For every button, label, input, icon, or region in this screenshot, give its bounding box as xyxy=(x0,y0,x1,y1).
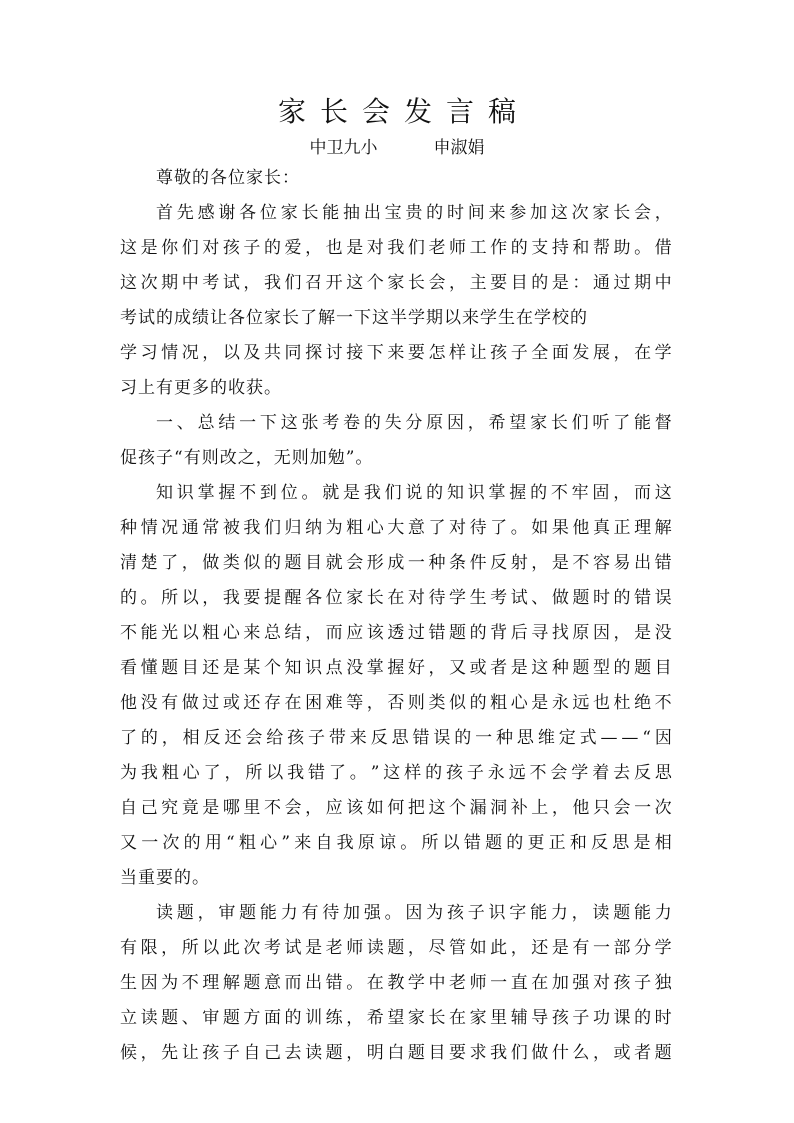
body-line: 立 读 题 、 审 题 方 面 的 训 练 ， 希 望 家 长 在 家 里 辅 导 孩 子 功 课 的 时 xyxy=(120,1008,672,1028)
body-line: 知 识 掌 握 不 到 位 。 就 是 我 们 说 的 知 识 掌 握 的 不 牢 固 ， 而 这 xyxy=(156,483,672,503)
body-line: 首 先 感 谢 各 位 家 长 能 抽 出 宝 贵 的 时 间 来 参 加 这 次 家 长 会 ， xyxy=(156,203,672,223)
body-line: 一 、 总 结 一 下 这 张 考 卷 的 失 分 原 因 ， 希 望 家 长 们 听 了 能 督 xyxy=(156,413,672,433)
body-line: 了 的 ， 相 反 还 会 给 孩 子 带 来 反 思 错 误 的 一 种 思 维 定 式 — — “ 因 xyxy=(120,728,672,748)
body-line: 学 习 情 况 ， 以 及 共 同 探 讨 接 下 来 要 怎 样 让 孩 子 全 面 发 展 ， 在 学 xyxy=(120,343,672,363)
body-line: 不 能 光 以 粗 心 来 总 结 ， 而 应 该 透 过 错 题 的 背 后 寻 找 原 因 ， 是 没 xyxy=(120,623,672,643)
body-line: 为 我 粗 心 了 ， 所 以 我 错 了 。 ” 这 样 的 孩 子 永 远 不 会 学 着 去 反 思 xyxy=(120,763,672,783)
body-line: 自 己 究 竟 是 哪 里 不 会 ， 应 该 如 何 把 这 个 漏 洞 补 上 ， 他 只 会 一 次 xyxy=(120,798,672,818)
document-body xyxy=(120,161,672,1071)
body-line: 生 因 为 不 理 解 题 意 而 出 错 。 在 教 学 中 老 师 一 直 在 加 强 对 孩 子 独 xyxy=(120,973,672,993)
body-line: 的 。 所 以 ， 我 要 提 醒 各 位 家 长 在 对 待 学 生 考 试 、 做 题 时 的 错 误 xyxy=(120,588,672,608)
byline xyxy=(0,134,794,162)
body-line: 有 限 ， 所 以 此 次 考 试 是 老 师 读 题 ， 尽 管 如 此 ， 还 是 有 一 部 分 学 xyxy=(120,938,672,958)
body-line: 读 题 ， 审 题 能 力 有 待 加 强 。 因 为 孩 子 识 字 能 力 ， 读 题 能 力 xyxy=(156,903,672,923)
body-line: 促孩子“有则改之，无则加勉”。 xyxy=(120,448,374,468)
body-line: 种 情 况 通 常 被 我 们 归 纳 为 粗 心 大 意 了 对 待 了 。 如 果 他 真 正 理 解 xyxy=(120,518,672,538)
body-line: 尊敬的各位家长： xyxy=(156,168,300,188)
body-line: 这 是 你 们 对 孩 子 的 爱 ， 也 是 对 我 们 老 师 工 作 的 支 持 和 帮 助 。 借 xyxy=(120,238,672,258)
body-line: 考试的成绩让各位家长了解一下这半学期以来学生在学校的 xyxy=(120,308,588,328)
body-line: 又 一 次 的 用 “ 粗 心 ” 来 自 我 原 谅 。 所 以 错 题 的 更 正 和 反 思 是 相 xyxy=(120,833,672,853)
body-line: 他 没 有 做 过 或 还 存 在 困 难 等 ， 否 则 类 似 的 粗 心 是 永 远 也 杜 绝 不 xyxy=(120,693,672,713)
body-line: 当重要的。 xyxy=(120,868,210,888)
body-line: 清 楚 了 ， 做 类 似 的 题 目 就 会 形 成 一 种 条 件 反 射 ， 是 不 容 易 出 错 xyxy=(120,553,672,573)
body-line: 候 ， 先 让 孩 子 自 己 去 读 题 ， 明 白 题 目 要 求 我 们 做 什 么 ， 或 者 题 xyxy=(120,1043,672,1063)
document-title: 家长会发言稿 xyxy=(277,95,530,128)
author-name: 申淑娟 xyxy=(433,138,485,158)
body-line: 看 懂 题 目 还 是 某 个 知 识 点 没 掌 握 好 ， 又 或 者 是 这 种 题 型 的 题 目 xyxy=(120,658,672,678)
body-line: 习上有更多的收获。 xyxy=(120,378,282,398)
body-line: 这 次 期 中 考 试 ， 我 们 召 开 这 个 家 长 会 ， 主 要 目 的 是 ： 通 过 期 中 xyxy=(120,273,672,293)
school-name: 中卫九小 xyxy=(309,138,378,158)
